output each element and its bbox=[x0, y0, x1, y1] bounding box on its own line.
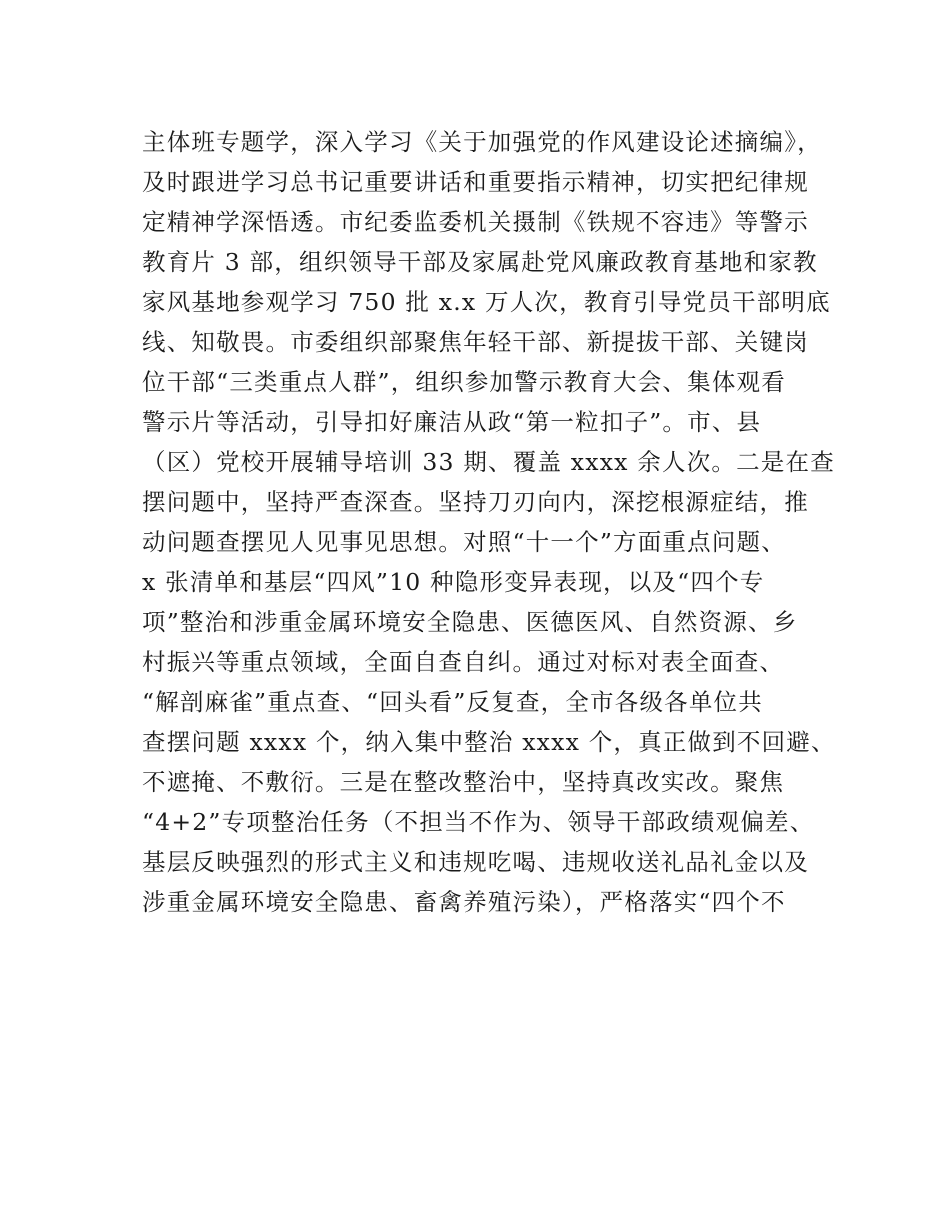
body-paragraph bbox=[142, 122, 842, 922]
text-line-10: 摆问题中，坚持严查深查。坚持刀刃向内，深挖根源症结，推 bbox=[142, 488, 809, 516]
text-line-18: “4+2”专项整治任务（不担当不作为、领导干部政绩观偏差、 bbox=[142, 808, 815, 836]
text-line-13: 项”整治和涉重金属环境安全隐患、医德医风、自然资源、乡 bbox=[142, 608, 798, 636]
text-line-16: 查摆问题 xxxx 个，纳入集中整治 xxxx 个，真正做到不回避、 bbox=[142, 728, 836, 756]
text-line-1: 主体班专题学，深入学习《关于加强党的作风建设论述摘编》， bbox=[142, 128, 822, 156]
text-line-8: 警示片等活动，引导扣好廉洁从政“第一粒扣子”。市、县 bbox=[142, 408, 762, 436]
text-line-5: 家风基地参观学习 750 批 x.x 万人次，教育引导党员干部明底 bbox=[142, 288, 831, 316]
text-line-11: 动问题查摆见人见事见思想。对照“十一个”方面重点问题、 bbox=[142, 528, 786, 556]
text-line-3: 定精神学深悟透。市纪委监委机关摄制《铁规不容违》等警示 bbox=[142, 208, 809, 236]
text-line-7: 位干部“三类重点人群”，组织参加警示教育大会、集体观看 bbox=[142, 368, 786, 396]
text-line-17: 不遮掩、不敷衍。三是在整改整治中，坚持真改实改。聚焦 bbox=[142, 768, 785, 796]
text-line-12: x 张清单和基层“四风”10 种隐形变异表现，以及“四个专 bbox=[142, 568, 765, 596]
text-line-19: 基层反映强烈的形式主义和违规吃喝、违规收送礼品礼金以及 bbox=[142, 848, 809, 876]
text-line-4: 教育片 3 部，组织领导干部及家属赴党风廉政教育基地和家教 bbox=[142, 248, 818, 276]
text-line-14: 村振兴等重点领域，全面自查自纠。通过对标对表全面查、 bbox=[142, 648, 785, 676]
text-line-6: 线、知敬畏。市委组织部聚焦年轻干部、新提拔干部、关键岗 bbox=[142, 328, 809, 356]
text-line-20: 涉重金属环境安全隐患、畜禽养殖污染），严格落实“四个不 bbox=[142, 888, 786, 916]
text-line-2: 及时跟进学习总书记重要讲话和重要指示精神，切实把纪律规 bbox=[142, 168, 809, 196]
text-line-15: “解剖麻雀”重点查、“回头看”反复查，全市各级各单位共 bbox=[142, 688, 763, 716]
text-line-9: （区）党校开展辅导培训 33 期、覆盖 xxxx 余人次。二是在查 bbox=[142, 448, 835, 476]
